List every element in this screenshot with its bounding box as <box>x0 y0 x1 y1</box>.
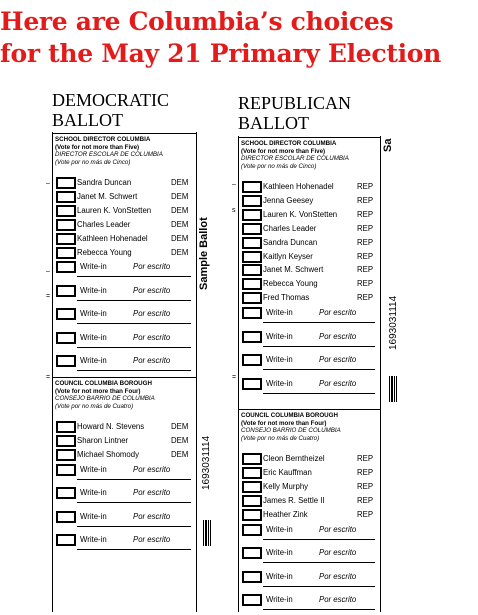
write-in-line[interactable] <box>77 479 191 480</box>
write-in-line[interactable] <box>263 346 375 347</box>
vote-oval[interactable] <box>242 251 262 263</box>
candidate-name: Jenna Geesey <box>263 195 314 205</box>
write-in-spanish: Por escrito <box>319 308 357 318</box>
candidate-party: DEM <box>171 247 189 257</box>
candidate-row[interactable] <box>239 222 380 235</box>
candidate-party: REP <box>357 182 374 191</box>
sample-ballot-label: Sample Ballot <box>198 217 210 290</box>
vote-oval[interactable] <box>56 285 76 297</box>
vote-oval[interactable] <box>242 509 262 521</box>
write-in-label: Write-in <box>80 262 107 272</box>
vote-oval[interactable] <box>56 308 76 320</box>
candidate-name: Cleon Berntheizel <box>263 454 325 463</box>
write-in-line[interactable] <box>263 539 375 540</box>
write-in-label: Write-in <box>266 524 293 534</box>
candidate-row[interactable] <box>53 190 196 203</box>
candidate-name: Lauren K. VonStetten <box>263 209 338 219</box>
write-in-row[interactable] <box>53 284 196 306</box>
candidate-party: DEM <box>171 449 189 459</box>
write-in-spanish: Por escrito <box>319 331 357 341</box>
write-in-spanish: Por escrito <box>133 356 171 366</box>
vote-oval[interactable] <box>56 421 76 433</box>
write-in-line[interactable] <box>263 609 375 610</box>
write-in-spanish: Por escrito <box>133 262 171 272</box>
vote-oval[interactable] <box>242 378 262 390</box>
vote-oval[interactable] <box>242 571 262 583</box>
write-in-line[interactable] <box>77 276 191 277</box>
candidate-party: REP <box>357 251 374 261</box>
candidate-name: Charles Leader <box>263 223 317 233</box>
dem-council-section <box>53 377 196 545</box>
write-in-row[interactable] <box>53 533 196 555</box>
candidate-row[interactable] <box>239 508 380 521</box>
vote-oval[interactable] <box>242 223 262 235</box>
candidate-name: Janet M. Schwert <box>263 265 324 275</box>
candidate-row[interactable] <box>239 494 380 507</box>
candidate-row[interactable] <box>239 263 380 276</box>
vote-oval[interactable] <box>242 264 262 276</box>
candidate-party: DEM <box>171 178 189 187</box>
vote-oval[interactable] <box>56 205 76 217</box>
candidate-party: DEM <box>171 219 189 229</box>
candidate-party: REP <box>357 265 374 275</box>
office-title-spanish: CONSEJO BARRIO DE COLUMBIA <box>55 395 155 402</box>
vote-oval[interactable] <box>56 435 76 447</box>
vote-limit-spanish: (Vote por no más de Cinco) <box>55 158 131 166</box>
write-in-label: Write-in <box>80 309 107 319</box>
vote-oval[interactable] <box>56 219 76 231</box>
candidate-name: James R. Settle II <box>263 495 325 505</box>
write-in-label: Write-in <box>266 595 293 604</box>
dem-school-director-section <box>53 133 196 366</box>
vote-oval[interactable] <box>242 278 262 290</box>
candidate-row[interactable] <box>53 232 196 245</box>
dem-barcode <box>203 520 211 546</box>
rep-barcode <box>389 376 397 402</box>
vote-oval[interactable] <box>56 233 76 245</box>
candidate-row[interactable] <box>53 434 196 447</box>
write-in-label: Write-in <box>80 488 107 498</box>
candidate-row[interactable] <box>53 448 196 461</box>
vote-limit: (Vote for not more than Four) <box>241 419 327 427</box>
write-in-spanish: Por escrito <box>133 535 171 545</box>
write-in-line[interactable] <box>77 370 191 371</box>
vote-oval[interactable] <box>242 292 262 304</box>
margin-mark: = <box>46 293 51 300</box>
write-in-spanish: Por escrito <box>133 309 171 319</box>
rep-school-director-section <box>239 137 380 388</box>
candidate-row[interactable] <box>53 204 196 217</box>
republican-title-line-2: BALLOT <box>238 113 309 133</box>
candidate-row[interactable] <box>53 246 196 259</box>
vote-oval[interactable] <box>56 332 76 344</box>
write-in-row[interactable] <box>239 570 380 592</box>
write-in-spanish: Por escrito <box>319 524 357 534</box>
candidate-row[interactable] <box>239 291 380 304</box>
republican-ballot-title <box>238 93 351 133</box>
margin-mark: s <box>232 207 236 214</box>
candidate-party: DEM <box>171 422 189 431</box>
write-in-line[interactable] <box>77 347 191 348</box>
write-in-line[interactable] <box>263 393 375 394</box>
write-in-label: Write-in <box>80 511 107 521</box>
candidate-row[interactable] <box>239 180 380 193</box>
margin-mark: – <box>46 180 50 187</box>
candidate-party: REP <box>357 195 374 205</box>
vote-oval[interactable] <box>242 307 262 319</box>
candidate-party: DEM <box>171 205 189 215</box>
vote-oval[interactable] <box>56 449 76 461</box>
candidate-party: REP <box>357 223 374 233</box>
write-in-label: Write-in <box>266 571 293 581</box>
candidate-name: Eric Kauffman <box>263 467 312 477</box>
write-in-label: Write-in <box>80 332 107 342</box>
write-in-row[interactable] <box>239 330 380 352</box>
vote-oval[interactable] <box>242 237 262 249</box>
write-in-label: Write-in <box>266 378 293 388</box>
candidate-party: REP <box>357 509 374 519</box>
dem-ballot-number: 1693031114 <box>201 435 212 490</box>
write-in-spanish: Por escrito <box>319 378 357 388</box>
write-in-row[interactable] <box>53 260 196 282</box>
office-title-spanish: DIRECTOR ESCOLAR DE COLUMBIA <box>55 151 163 158</box>
write-in-line[interactable] <box>77 549 191 550</box>
office-title-spanish: DIRECTOR ESCOLAR DE COLUMBIA <box>241 155 349 162</box>
write-in-row[interactable] <box>239 523 380 545</box>
vote-oval[interactable] <box>242 524 262 536</box>
headline-line-1: Here are Columbia’s choices <box>0 7 394 36</box>
headline-line-2: for the May 21 Primary Election <box>0 39 442 68</box>
vote-limit-spanish: (Vote por no más de Cinco) <box>241 162 317 170</box>
vote-oval[interactable] <box>242 467 262 479</box>
office-title-spanish: CONSEJO BARRIO DE COLUMBIA <box>241 427 341 434</box>
write-in-spanish: Por escrito <box>133 488 171 498</box>
write-in-row[interactable] <box>53 331 196 353</box>
write-in-row[interactable] <box>239 377 380 399</box>
margin-mark: – <box>46 268 50 275</box>
rep-ballot-number: 1693031114 <box>388 295 399 350</box>
write-in-spanish: Por escrito <box>319 571 357 581</box>
candidate-party: REP <box>357 237 374 247</box>
write-in-spanish: Por escrito <box>133 511 171 521</box>
democratic-title-line-1: DEMOCRATIC <box>52 90 170 110</box>
vote-oval[interactable] <box>56 487 76 499</box>
write-in-label: Write-in <box>80 356 107 366</box>
democratic-ballot-title <box>52 90 169 130</box>
write-in-line[interactable] <box>263 322 375 323</box>
vote-oval[interactable] <box>56 191 76 203</box>
democratic-ballot <box>52 132 197 612</box>
candidate-party: REP <box>357 293 374 303</box>
margin-mark: – <box>232 181 236 188</box>
write-in-label: Write-in <box>266 355 293 365</box>
office-title: COUNCIL COLUMBIA BOROUGH <box>241 412 338 419</box>
write-in-row[interactable] <box>239 546 380 568</box>
rep-school-director-header <box>241 140 349 170</box>
candidate-row[interactable] <box>239 236 380 249</box>
margin-mark: = <box>232 374 237 381</box>
candidate-name: Rebecca Young <box>77 247 132 257</box>
candidate-row[interactable] <box>53 218 196 231</box>
vote-oval[interactable] <box>56 261 76 273</box>
vote-oval[interactable] <box>242 547 262 559</box>
candidate-name: Kelly Murphy <box>263 481 309 491</box>
write-in-row[interactable] <box>53 463 196 485</box>
dem-council-header <box>55 380 155 410</box>
write-in-line[interactable] <box>77 300 191 301</box>
write-in-line[interactable] <box>77 323 191 324</box>
headline <box>0 6 478 70</box>
write-in-label: Write-in <box>266 308 293 318</box>
write-in-row[interactable] <box>53 354 196 376</box>
vote-oval[interactable] <box>242 594 262 606</box>
vote-limit: (Vote for not more than Four) <box>55 387 141 395</box>
write-in-spanish: Por escrito <box>133 285 171 295</box>
vote-oval[interactable] <box>56 534 76 546</box>
vote-oval[interactable] <box>242 331 262 343</box>
candidate-party: REP <box>357 467 374 477</box>
vote-oval[interactable] <box>242 495 262 507</box>
candidate-name: Michael Shomody <box>77 449 139 459</box>
candidate-name: Sandra Duncan <box>77 178 132 187</box>
candidate-name: Lauren K. VonStetten <box>77 205 152 215</box>
candidate-row[interactable] <box>239 250 380 263</box>
rep-council-header <box>241 412 341 442</box>
write-in-spanish: Por escrito <box>319 355 357 365</box>
vote-oval[interactable] <box>242 209 262 221</box>
vote-oval[interactable] <box>242 354 262 366</box>
vote-oval[interactable] <box>242 195 262 207</box>
candidate-party: REP <box>357 495 374 505</box>
candidate-row[interactable] <box>239 194 380 207</box>
vote-oval[interactable] <box>242 453 262 465</box>
write-in-spanish: Por escrito <box>319 595 357 604</box>
vote-oval[interactable] <box>56 511 76 523</box>
write-in-line[interactable] <box>263 562 375 563</box>
write-in-line[interactable] <box>77 502 191 503</box>
candidate-row[interactable] <box>239 208 380 221</box>
vote-oval[interactable] <box>242 181 262 193</box>
write-in-row[interactable] <box>53 510 196 532</box>
candidate-party: REP <box>357 279 374 289</box>
candidate-name: Fred Thomas <box>263 293 310 303</box>
office-title: SCHOOL DIRECTOR COLUMBIA <box>241 140 337 147</box>
candidate-party: REP <box>357 481 374 491</box>
candidate-row[interactable] <box>239 480 380 493</box>
candidate-name: Kathleen Hohenadel <box>77 233 148 243</box>
candidate-row[interactable] <box>239 466 380 479</box>
candidate-party: REP <box>357 454 374 463</box>
republican-title-line-1: REPUBLICAN <box>238 93 352 113</box>
vote-limit: (Vote for not more than Five) <box>55 143 140 151</box>
write-in-row[interactable] <box>53 307 196 329</box>
write-in-row[interactable] <box>239 353 380 375</box>
office-title: SCHOOL DIRECTOR COLUMBIA <box>55 136 151 143</box>
candidate-row[interactable] <box>239 452 380 465</box>
vote-limit: (Vote for not more than Five) <box>241 147 326 155</box>
candidate-name: Sharon Lintner <box>77 435 129 445</box>
democratic-title-line-2: BALLOT <box>52 110 123 130</box>
candidate-party: REP <box>357 209 374 219</box>
candidate-name: Sandra Duncan <box>263 237 318 247</box>
write-in-spanish: Por escrito <box>133 332 171 342</box>
candidate-name: Heather Zink <box>263 509 308 519</box>
candidate-name: Kathleen Hohenadel <box>263 182 334 191</box>
write-in-spanish: Por escrito <box>319 548 357 557</box>
candidate-name: Kaitlyn Keyser <box>263 251 313 261</box>
vote-oval[interactable] <box>56 464 76 476</box>
write-in-row[interactable] <box>239 306 380 328</box>
candidate-name: Charles Leader <box>77 219 131 229</box>
write-in-label: Write-in <box>266 548 293 557</box>
write-in-line[interactable] <box>77 526 191 527</box>
candidate-row[interactable] <box>53 176 196 189</box>
candidate-row[interactable] <box>53 420 196 433</box>
rep-sample-ballot-label: Sa <box>382 138 394 152</box>
vote-oval[interactable] <box>242 481 262 493</box>
write-in-line[interactable] <box>263 586 375 587</box>
candidate-party: DEM <box>171 191 189 201</box>
candidate-row[interactable] <box>239 277 380 290</box>
candidate-name: Janet M. Schwert <box>77 191 138 201</box>
candidate-party: DEM <box>171 435 189 445</box>
vote-oval[interactable] <box>56 355 76 367</box>
margin-mark: = <box>46 374 51 381</box>
vote-limit-spanish: (Vote por no más de Cuatro) <box>241 434 320 442</box>
write-in-label: Write-in <box>80 464 107 474</box>
write-in-label: Write-in <box>80 535 107 545</box>
rep-council-section <box>239 409 380 604</box>
office-title: COUNCIL COLUMBIA BOROUGH <box>55 380 152 387</box>
dem-school-director-header <box>55 136 163 166</box>
write-in-spanish: Por escrito <box>133 464 171 474</box>
vote-oval[interactable] <box>56 247 76 259</box>
vote-limit-spanish: (Vote por no más de Cuatro) <box>55 402 134 410</box>
candidate-name: Howard N. Stevens <box>77 422 145 431</box>
write-in-row[interactable] <box>53 486 196 508</box>
candidate-name: Rebecca Young <box>263 279 318 289</box>
vote-oval[interactable] <box>56 177 76 189</box>
candidate-party: DEM <box>171 233 189 243</box>
republican-ballot <box>238 136 381 612</box>
write-in-label: Write-in <box>266 331 293 341</box>
write-in-line[interactable] <box>263 369 375 370</box>
write-in-label: Write-in <box>80 285 107 295</box>
